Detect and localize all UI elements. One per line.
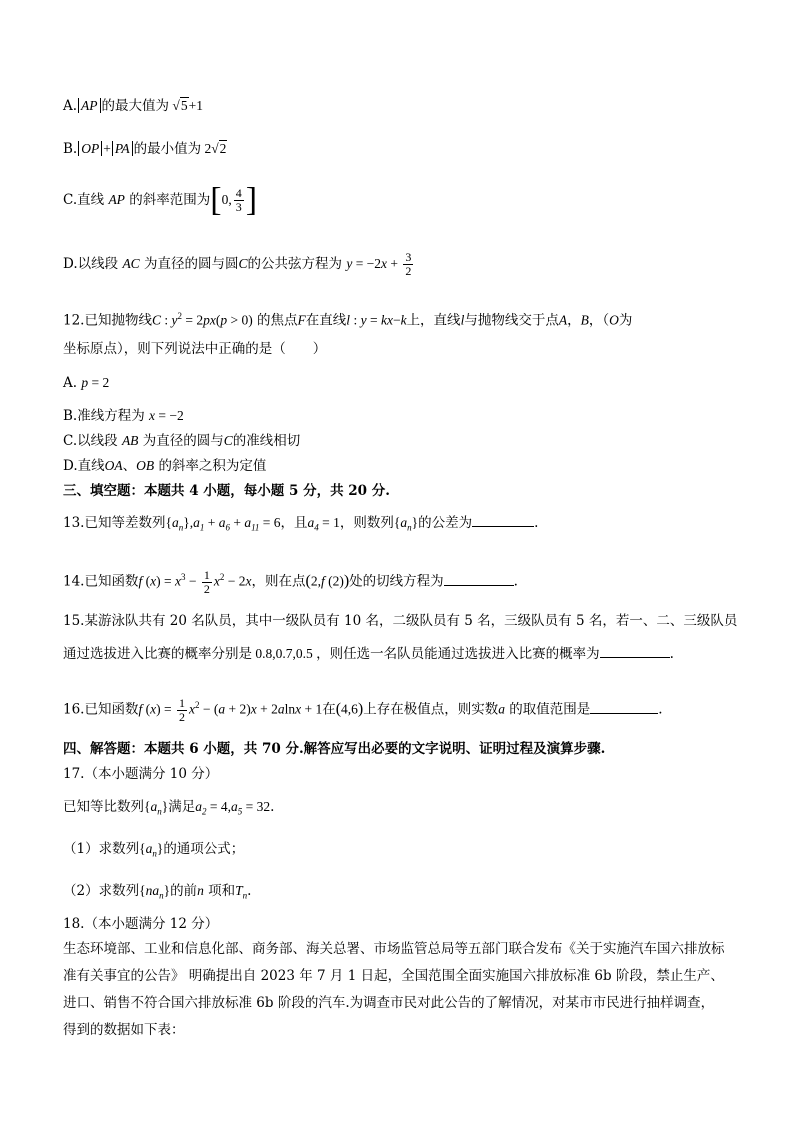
q11-option-d: D.以线段 AC 为直径的圆与圆C的公共弦方程为 y = −2x + $\frac{3}{2}$ — [63, 250, 412, 278]
q11-option-b: B. OP + PA 的最小值为 2√2 — [63, 141, 227, 157]
q18-line4: 得到的数据如下表： — [63, 1022, 185, 1038]
q12-option-d: D.直线OA、OB 的斜率之积为定值 — [63, 458, 267, 474]
q18-line1: 生态环境部、工业和信息化部、商务部、海关总署、市场监管总局等五部门联合发布《关于实施汽车国六排放标 — [63, 941, 725, 957]
q15-line1: 15.某游泳队共有 20 名队员，其中一级队员有 10 名，二级队员有 5 名，三级队员有 5 名，若一、二、三级队员 — [63, 613, 738, 629]
q12-option-c: C.以线段 AB 为直径的圆与C的准线相切 — [63, 433, 301, 449]
q12-stem-line2: 坐标原点），则下列说法中正确的是（ ） — [63, 341, 327, 357]
q17-stem: 已知等比数列$\{a_n\}$满足$a_2 = 4,a_5 = 32$. — [63, 799, 275, 817]
q18-line3: 进口、销售不符合国六排放标准 6b 阶段的汽车.为调查市民对此公告的了解情况，对某市市民进行抽样调查， — [63, 995, 715, 1011]
q12-option-a: A. p = 2 — [63, 375, 110, 391]
q12-option-b: B.准线方程为 x = −2 — [63, 408, 184, 424]
q11-option-a: A. AP 的最大值为 √5+1 — [63, 98, 203, 114]
q11-option-c: C.直线 AP 的斜率范围为[0, $\frac{4}{3}$ ] — [63, 181, 258, 219]
q17-heading: 17.（本小题满分 10 分） — [63, 766, 219, 782]
q17-part2: （2）求数列$\{na_n\}$的前n 项和$T_n$. — [63, 883, 252, 901]
q12-stem-line1: 12.已知抛物线C : $y^2 = 2px(p > 0)$ 的焦点F在直线l : y = kx−k上，直线l与抛物线交于点A，B，（O为 — [63, 311, 633, 329]
q14: 14.已知函数f $(x) = x^3$ − $\frac{1}{2}$ $x^2 - 2x$，则在点(2,f (2))处的切线方程为 . — [63, 567, 518, 596]
q18-line2: 准有关事宜的公告》 明确提出自 2023 年 7 月 1 日起，全国范围全面实施国六排放标准 6b 阶段，禁止生产、 — [63, 968, 724, 984]
q13: 13.已知等差数列$\{a_n\},a_1 + a_6 + a_{11} = 6$，且$a_4 = 1$，则数列$\{a_n\}$的公差为 . — [63, 515, 539, 533]
section-4-heading: 四、解答题：本题共 6 小题，共 70 分.解答应写出必要的文字说明、证明过程及演算步骤. — [63, 741, 606, 757]
section-3-heading: 三、填空题：本题共 4 小题，每小题 5 分，共 20 分. — [63, 483, 390, 499]
q16: 16.已知函数f (x) = $\frac{1}{2}$ $x^2 - (a + 2)x + 2alnx + 1$在(4,6)上存在极值点，则实数a 的取值范围是 . — [63, 695, 663, 724]
q18-heading: 18.（本小题满分 12 分） — [63, 916, 219, 932]
q15-line2: 通过选拔进入比赛的概率分别是 0.8,0.7,0.5 ，则任选一名队员能通过选拔进入比赛的概率为 . — [63, 646, 674, 662]
q17-part1: （1）求数列$\{a_n\}$的通项公式； — [63, 841, 245, 859]
